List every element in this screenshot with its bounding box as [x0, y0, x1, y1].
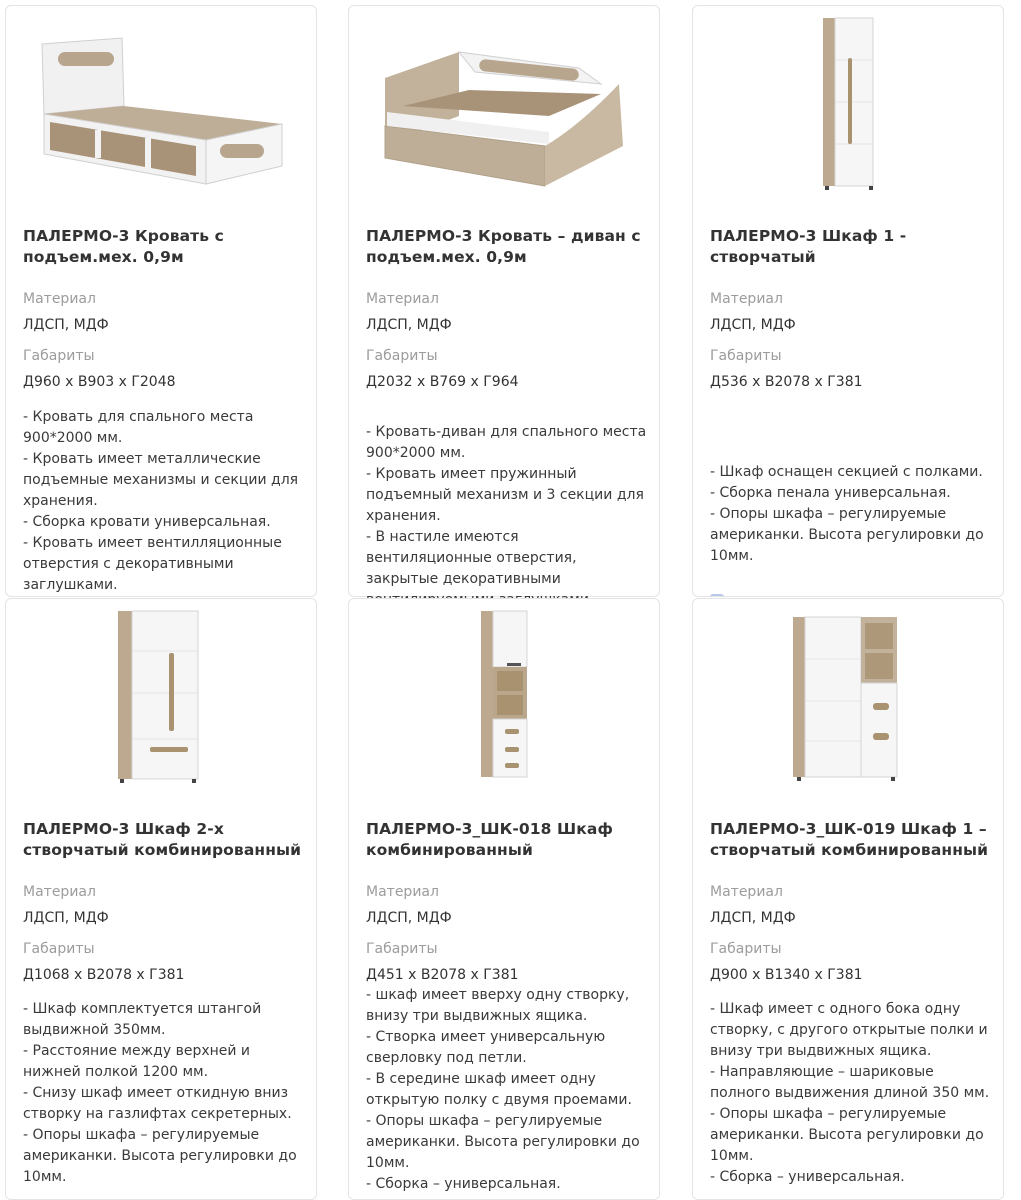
product-title[interactable]: ПАЛЕРМО-3 Шкаф 2-х створчатый комбинированный — [23, 820, 302, 859]
product-description — [23, 407, 304, 596]
description-line: - Опоры шкафа – регулируемые американки. Высота регулировки до 10мм. — [23, 1127, 297, 1185]
wardrobe-single-icon — [693, 6, 1005, 206]
description-line: - Опоры шкафа – регулируемые американки. Высота регулировки до 10мм. — [710, 506, 984, 564]
material-value: ЛДСП, МДФ — [366, 910, 452, 926]
dimensions-label: Габариты — [710, 348, 782, 364]
product-image[interactable] — [693, 599, 1003, 799]
description-line: - Кровать для спального места 900*2000 мм. — [23, 409, 254, 446]
product-image[interactable] — [6, 6, 316, 206]
material-label: Материал — [366, 884, 439, 900]
bed-icon — [6, 6, 318, 206]
description-line: - шкаф имеет вверху одну створку, внизу три выдвижных ящика. — [366, 987, 630, 1024]
description-line: - Направляющие – шариковые полного выдвижения длиной 350 мм. — [710, 1064, 990, 1101]
dimensions-value: Д451 х В2078 х Г381 — [366, 967, 519, 983]
product-card[interactable] — [5, 5, 317, 597]
description-line: - Створка имеет универсальную сверловку под петли. — [366, 1029, 606, 1066]
product-card[interactable] — [692, 598, 1004, 1200]
product-image[interactable] — [349, 599, 659, 799]
cabinet-combined-icon — [349, 599, 661, 799]
dimensions-value: Д900 х В1340 х Г381 — [710, 967, 863, 983]
product-description — [710, 462, 991, 567]
product-image[interactable] — [693, 6, 1003, 206]
material-value: ЛДСП, МДФ — [710, 317, 796, 333]
product-description — [366, 985, 647, 1195]
product-card[interactable] — [692, 5, 1004, 597]
product-title[interactable]: ПАЛЕРМО-3 Шкаф 1 - створчатый — [710, 227, 907, 266]
description-line: - Сборка кровати универсальная. — [23, 514, 271, 530]
description-line: - Кровать имеет пружинный подъемный механизм и 3 секции для хранения. — [366, 466, 644, 524]
product-card[interactable] — [5, 598, 317, 1200]
dimensions-value: Д1068 х В2078 х Г381 — [23, 967, 185, 983]
description-line: - Сборка – универсальная. — [710, 1169, 905, 1185]
wardrobe-double-icon — [6, 599, 318, 799]
description-line: - Кровать-диван для спального места 900*2000 мм. — [366, 424, 647, 461]
product-image[interactable] — [6, 599, 316, 799]
product-description — [710, 999, 991, 1188]
description-line: - Шкаф оснащен секцией с полками. — [710, 464, 983, 480]
description-line: - Шкаф комплектуется штангой выдвижной 350мм. — [23, 1001, 262, 1038]
product-image[interactable] — [349, 6, 659, 206]
dimensions-label: Габариты — [23, 348, 95, 364]
product-title[interactable]: ПАЛЕРМО-3 Кровать – диван с подъем.мех. 0,9м — [366, 227, 641, 266]
product-title[interactable]: ПАЛЕРМО-3_ШК-018 Шкаф комбинированный — [366, 820, 613, 859]
dimensions-label: Габариты — [710, 941, 782, 957]
material-value: ЛДСП, МДФ — [23, 317, 109, 333]
dimensions-value: Д960 х В903 х Г2048 — [23, 374, 176, 390]
product-description — [23, 999, 304, 1188]
description-line: - В настиле имеются вентиляционные отверстия, закрытые декоративными — [366, 529, 577, 587]
description-line: - Кровать имеет металлические подъемные механизмы и секции для хранения. — [23, 451, 299, 509]
description-line: - Сборка пенала универсальная. — [710, 485, 951, 501]
dimensions-value: Д2032 х В769 х Г964 — [366, 374, 519, 390]
description-line: - Шкаф имеет с одного бока одну створку, с другого открытые полки и внизу три выдвижных ящика. — [710, 1001, 988, 1059]
material-label: Материал — [23, 884, 96, 900]
description-line: - Кровать имеет вентилляционные отверстия с декоративными заглушками. — [23, 535, 282, 593]
material-value: ЛДСП, МДФ — [366, 317, 452, 333]
description-line: - В середине шкаф имеет одну открытую полку с двумя проемами. — [366, 1071, 632, 1108]
dimensions-label: Габариты — [23, 941, 95, 957]
material-value: ЛДСП, МДФ — [23, 910, 109, 926]
description-line: - Опоры шкафа – регулируемые американки. Высота регулировки до 10мм. — [710, 1106, 984, 1164]
product-title[interactable]: ПАЛЕРМО-3_ШК-019 Шкаф 1 – створчатый комбинированный — [710, 820, 989, 859]
product-card[interactable] — [348, 598, 660, 1200]
dimensions-label: Габариты — [366, 348, 438, 364]
material-label: Материал — [710, 884, 783, 900]
material-label: Материал — [710, 291, 783, 307]
dimensions-label: Габариты — [366, 941, 438, 957]
dimensions-value: Д536 х В2078 х Г381 — [710, 374, 863, 390]
material-value: ЛДСП, МДФ — [710, 910, 796, 926]
description-line: - Опоры шкафа – регулируемые американки. Высота регулировки до 10мм. — [366, 1113, 640, 1171]
sofa-bed-icon — [349, 6, 661, 206]
description-line: - Снизу шкаф имеет откидную вниз створку на газлифтах секретерных. — [23, 1085, 292, 1122]
material-label: Материал — [366, 291, 439, 307]
chest-cabinet-icon — [693, 599, 1005, 799]
material-label: Материал — [23, 291, 96, 307]
product-title[interactable]: ПАЛЕРМО-3 Кровать с подъем.мех. 0,9м — [23, 227, 224, 266]
description-line: - Расстояние между верхней и нижней полкой 1200 мм. — [23, 1043, 251, 1080]
product-card[interactable] — [348, 5, 660, 597]
product-description — [366, 422, 647, 611]
description-line: - Сборка – универсальная. — [366, 1176, 561, 1192]
